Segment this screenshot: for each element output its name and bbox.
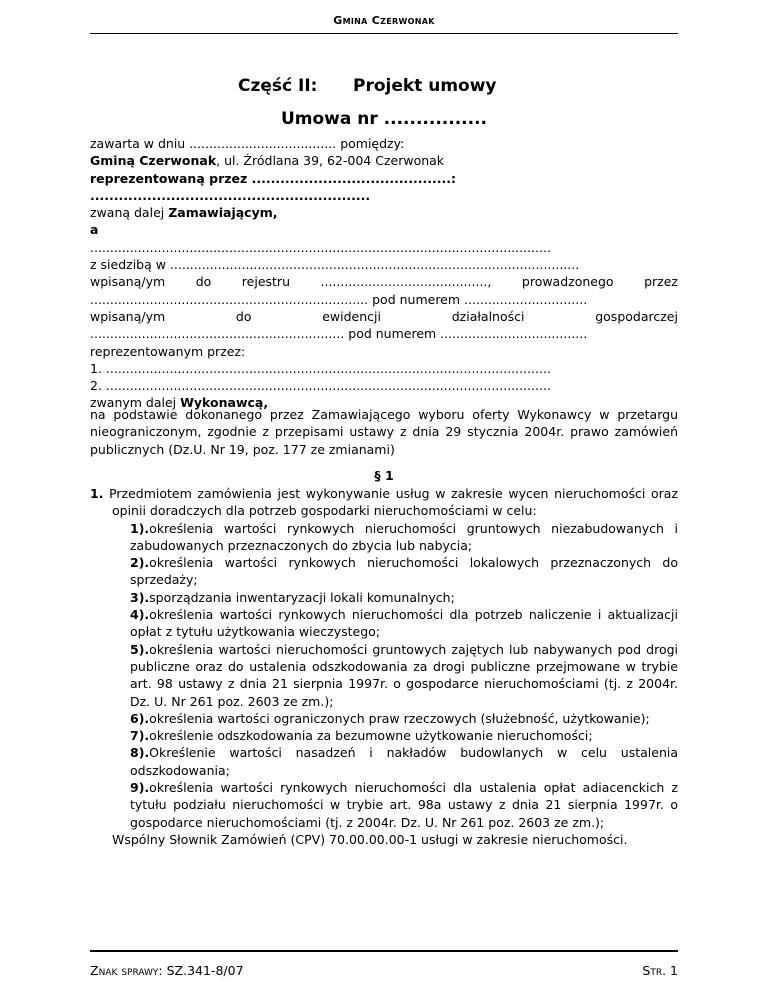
scope-item: 3).sporządzania inwentaryzacji lokali komunalnych; <box>130 589 455 605</box>
parties-line: wpisaną/ym do rejestru .........................................., prowadzonego przez <box>90 274 678 290</box>
parties-line: ................................................................ pod numerem ..................................... <box>90 326 588 342</box>
parties-line: reprezentowaną przez ..........................................: <box>90 170 457 186</box>
contract-number: Umowa nr ................ <box>280 109 488 129</box>
section-1-lead: 1. Przedmiotem zamówienia jest wykonywanie usług w zakresie wycen nieruchomości oraz opinii doradczych dla potrzeb gospodarki nieruchomościami w celu: <box>90 486 679 519</box>
parties-line: a <box>90 222 99 238</box>
part-heading <box>238 76 497 96</box>
ordering-party-name: Gminą Czerwonak <box>90 153 217 169</box>
scope-item: 5).określenia wartości nieruchomości gruntowych zajętych lub nabywanych pod drogi publiczne oraz do ustalenia odszkodowania za drogi publiczne przejmowane w trybie art. 98 ustawy z dnia 21 sierpnia 1997r. o gospodarce nieruchomościami (tj. z 2004r. Dz. U. Nr 261 poz. 2603 ze zm.); <box>130 641 678 709</box>
scope-item: 9).określenia wartości rynkowych nieruchomości dla ustalenia opłat adiacenckich z tytułu podziału nieruchomości w trybie art. 98a ustawy z dnia 21 sierpnia 1997r. o gospodarce nieruchomościami (tj. z 2004r. Dz. U. Nr 261 poz. 2603 ze zm.); <box>130 780 678 830</box>
case-reference: Znak sprawy: SZ.341-8/07 <box>90 963 244 978</box>
parties-line: z siedzibą w ....................................................................................................... <box>90 257 580 273</box>
contractor-label: Wykonawcą, <box>180 395 269 411</box>
scope-item: 4).określenia wartości rynkowych nieruchomości dla potrzeb naliczenie i aktualizacji opłat z tytułu użytkowania wieczystego; <box>130 607 678 640</box>
scope-item: 8).Określenie wartości nasadzeń i nakładów budowlanych w celu ustalenia odszkodowania; <box>130 745 678 778</box>
scope-item: 1).określenia wartości rynkowych nieruchomości gruntowych niezabudowanych i zabudowanych przeznaczonych do zbycia lub nabycia; <box>130 520 678 553</box>
parties-block <box>90 135 678 412</box>
parties-line: zwanym dalej Wykonawcą, <box>90 395 269 411</box>
part-title: Projekt umowy <box>353 76 497 96</box>
parties-line: ...................................................................... pod numerem ............................... <box>90 291 588 307</box>
scope-item: 7).określenie odszkodowania za bezumowne użytkowanie nieruchomości; <box>130 728 593 744</box>
running-header: Gmina Czerwonak <box>333 14 435 27</box>
parties-line: zwaną dalej Zamawiającym, <box>90 205 278 221</box>
parties-line: 1. ................................................................................................................ <box>90 360 551 376</box>
parties-line: 2. ................................................................................................................ <box>90 378 551 394</box>
parties-line: ........................................................... <box>90 187 371 203</box>
cpv-code-line: Wspólny Słownik Zamówień (CPV) 70.00.00.00-1 usługi w zakresie nieruchomości. <box>112 831 628 847</box>
page-number: Str. 1 <box>642 963 678 978</box>
parties-line: .................................................................................................................... <box>90 239 551 255</box>
parties-line: Gminą Czerwonak, ul. Źródlana 39, 62-004 Czerwonak <box>90 153 445 169</box>
scope-item: 2).określenia wartości rynkowych nieruchomości lokalowych przeznaczonych do sprzedaży; <box>130 555 678 588</box>
legal-basis-paragraph: na podstawie dokonanego przez Zamawiającego wyboru oferty Wykonawcy w przetargu nieograniczonym, zgodnie z przepisami ustawy z dnia 29 stycznia 2004r. prawo zamówień publicznych (Dz.U. Nr 19, poz. 177 ze zmianami) <box>90 407 678 457</box>
header-rule <box>90 33 678 34</box>
section-1-body <box>90 485 678 848</box>
parties-line: wpisaną/ym do ewidencji działalności gospodarczej <box>90 308 678 324</box>
parties-line: zawarta w dniu ..................................... pomiędzy: <box>90 136 405 151</box>
footer-rule <box>90 950 678 952</box>
parties-line: reprezentowanym przez: <box>90 343 246 359</box>
scope-item: 6).określenia wartości ograniczonych praw rzeczowych (służebność, użytkowanie); <box>130 710 650 726</box>
scope-list <box>90 520 678 831</box>
part-number: Część II: <box>238 76 318 96</box>
section-mark: § 1 <box>374 468 394 483</box>
